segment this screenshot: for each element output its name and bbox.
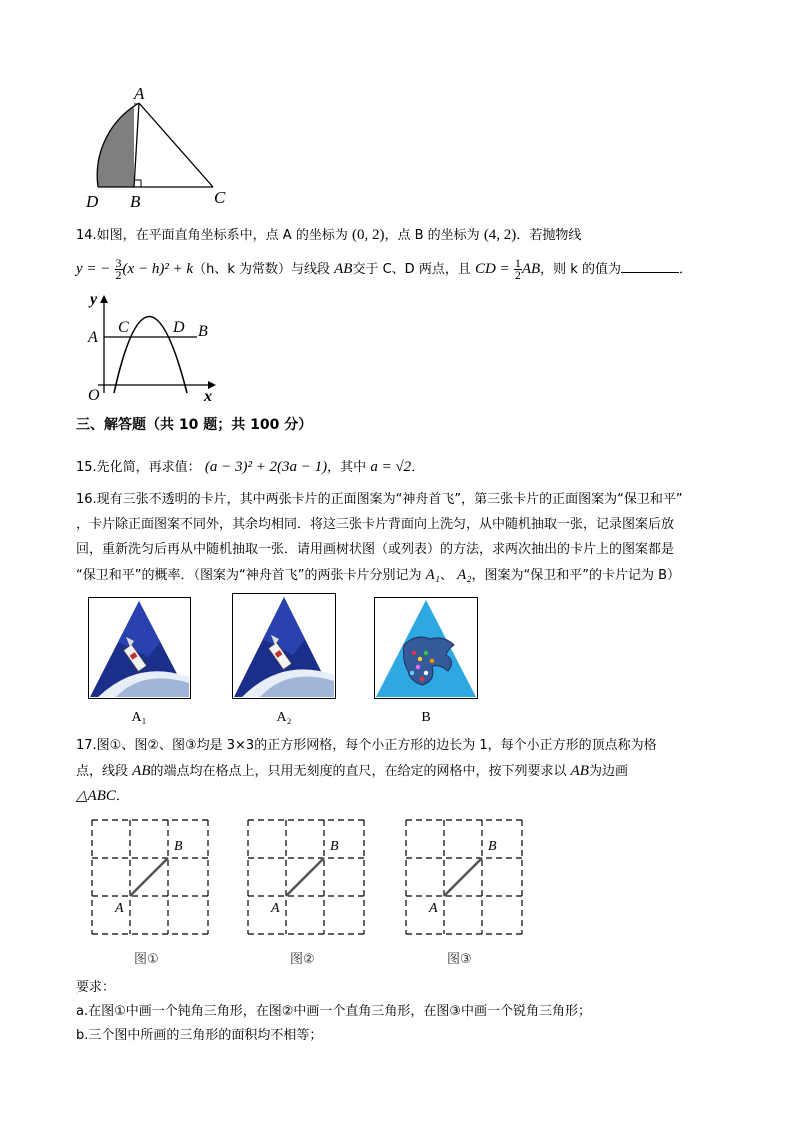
q16-line3: 回，重新洗匀后再从中随机抽取一张．请用画树状图（或列表）的方法，求两次抽出的卡片上的图案都是 xyxy=(76,542,675,557)
q17-line1: 17.图①、图②、图③均是 3×3的正方形网格，每个小正方形的边长为 1，每个小正方形的顶点称为格 xyxy=(76,738,657,753)
label-x: x xyxy=(204,388,212,402)
svg-text:A: A xyxy=(429,901,438,916)
q16-line2: ，卡片除正面图案不同外，其余均相同．将这三张卡片背面向上洗匀，从中随机抽取一张，记录图案后放 xyxy=(76,517,675,532)
requirement-a: a.在图①中画一个钝角三角形，在图②中画一个直角三角形，在图③中画一个锐角三角形； xyxy=(76,1004,592,1019)
label-d: D xyxy=(86,192,99,211)
card-caption-a2: A₂ xyxy=(276,710,292,725)
q14-line1: 14.如图，在平面直角坐标系中，点 A 的坐标为 (0, 2)，点 B 的坐标为 (4, 2)．若抛物线 xyxy=(76,227,582,243)
q16-line1: 16.现有三张不透明的卡片，其中两张卡片的正面图案为“神舟首飞”，第三张卡片的正面图案为“保卫和平” xyxy=(76,492,683,507)
grid-figure-1 xyxy=(86,814,214,936)
label-d: D xyxy=(173,319,185,336)
grid-figure-3 xyxy=(400,814,528,936)
svg-text:B: B xyxy=(174,839,183,854)
fraction-3-2: $\frac{3}{2}$ xyxy=(115,256,122,282)
label-c: C xyxy=(214,188,226,207)
svg-text:B: B xyxy=(488,839,497,854)
svg-text:A: A xyxy=(115,901,124,916)
label-c: C xyxy=(118,319,129,336)
answer-blank[interactable] xyxy=(621,260,679,273)
fraction-1-2: $\frac{1}{2}$ xyxy=(514,256,521,282)
label-a: A xyxy=(88,329,98,346)
grid-caption-2: 图② xyxy=(290,952,315,967)
q15-line: 15.先化简，再求值： (a − 3)² + 2(3a − 1)，其中 a = √2． xyxy=(76,459,425,475)
grid-caption-3: 图③ xyxy=(447,952,472,967)
svg-text:B: B xyxy=(330,839,339,854)
grid-figure-2 xyxy=(242,814,370,936)
q16-line4: “保卫和平”的概率．（图案为“神舟首飞”的两张卡片分别记为 A₁、 A₂，图案为“保卫和平”的卡片记为 B） xyxy=(76,567,681,583)
card-caption-a1: A₁ xyxy=(131,710,147,725)
requirement-b: b.三个图中所画的三角形的面积均不相等； xyxy=(76,1028,323,1043)
requirements-title: 要求： xyxy=(76,980,116,995)
q14-line2: y = − $\frac{3}{2}$ (x − h)² + k（h、k 为常数）与线段 AB交于 C、D 两点，且 CD = $\frac{1}{2}$ AB，则 k 的值为 ． xyxy=(76,256,692,282)
card-caption-b: B xyxy=(421,710,431,725)
label-a: A xyxy=(134,84,145,103)
card-a1 xyxy=(88,597,191,699)
section-title: 三、解答题（共 10 题；共 100 分） xyxy=(76,417,313,433)
sector-figure xyxy=(80,82,240,214)
label-b: B xyxy=(130,192,141,211)
label-b: B xyxy=(198,323,208,340)
label-y: y xyxy=(90,291,98,308)
parabola-figure xyxy=(84,290,224,402)
grid-caption-1: 图① xyxy=(134,952,159,967)
label-o: O xyxy=(88,387,100,402)
svg-text:A: A xyxy=(271,901,280,916)
q17-line2: 点，线段 AB的端点均在格点上，只用无刻度的直尺，在给定的网格中，按下列要求以 AB为边画 xyxy=(76,763,628,779)
q17-line3: △ABC． xyxy=(76,788,129,804)
card-b xyxy=(374,597,478,699)
card-a2 xyxy=(232,593,336,699)
